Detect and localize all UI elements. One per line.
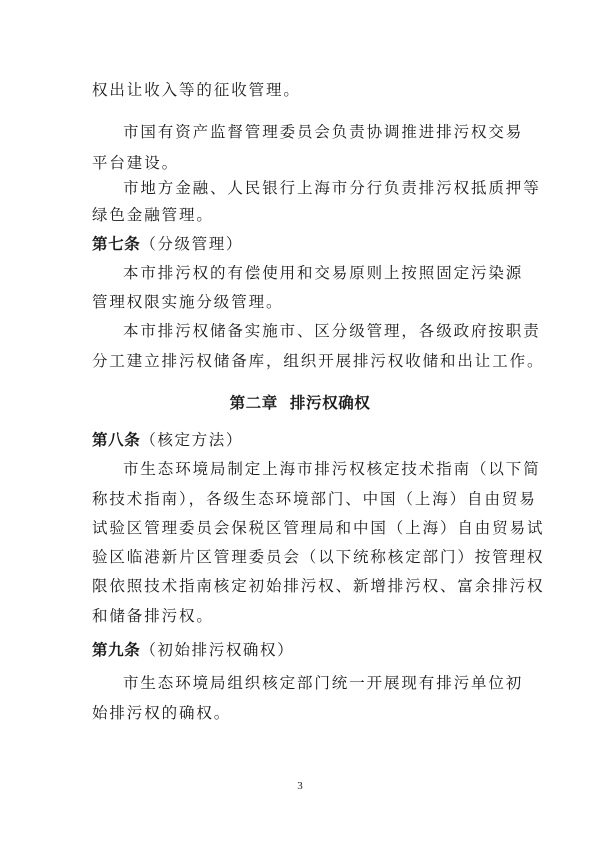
paragraph-line: 本市排污权储备实施市、区分级管理，各级政府按职责	[123, 322, 541, 340]
paragraph-line: 权出让收入等的征收管理。	[92, 81, 301, 99]
page-number: 3	[297, 780, 303, 792]
paragraph-line: 始排污权的确权。	[92, 704, 232, 722]
article-label: 第八条	[92, 431, 141, 449]
paragraph-line: 本市排污权的有偿使用和交易原则上按照固定污染源	[123, 264, 524, 282]
chapter-heading	[0, 393, 600, 413]
paragraph-line: 验区临港新片区管理委员会（以下统称核定部门）按管理权	[92, 548, 545, 566]
article-title: （分级管理）	[140, 235, 243, 253]
paragraph-line: 绿色金融管理。	[92, 206, 214, 224]
paragraph-line: 市生态环境局制定上海市排污权核定技术指南（以下简	[123, 460, 541, 478]
paragraph-line: 和储备排污权。	[92, 607, 214, 625]
paragraph-line: 称技术指南），各级生态环境部门、中国（上海）自由贸易	[92, 490, 537, 508]
article-title: （初始排污权确权）	[140, 641, 295, 659]
article-label: 第九条	[92, 641, 141, 659]
paragraph-line: 平台建设。	[92, 154, 180, 172]
article-heading-9	[92, 640, 512, 660]
paragraph-line: 市地方金融、人民银行上海市分行负责排污权抵质押等	[123, 179, 541, 197]
article-heading-7	[92, 234, 512, 254]
paragraph-line: 市生态环境局组织核定部门统一开展现有排污单位初	[123, 674, 524, 692]
article-label: 第七条	[92, 235, 141, 253]
article-heading-8	[92, 430, 512, 450]
article-title: （核定方法）	[140, 431, 243, 449]
chapter-label: 第二章	[229, 394, 278, 412]
paragraph-line: 管理权限实施分级管理。	[92, 293, 284, 311]
paragraph-line: 市国有资产监督管理委员会负责协调推进排污权交易	[123, 123, 524, 141]
paragraph-line: 限依照技术指南核定初始排污权、新增排污权、富余排污权	[92, 577, 545, 595]
chapter-title: 排污权确权	[289, 394, 371, 412]
paragraph-line: 试验区管理委员会保税区管理局和中国（上海）自由贸易试	[92, 519, 545, 537]
paragraph-line: 分工建立排污权储备库，组织开展排污权收储和出让工作。	[92, 352, 545, 370]
